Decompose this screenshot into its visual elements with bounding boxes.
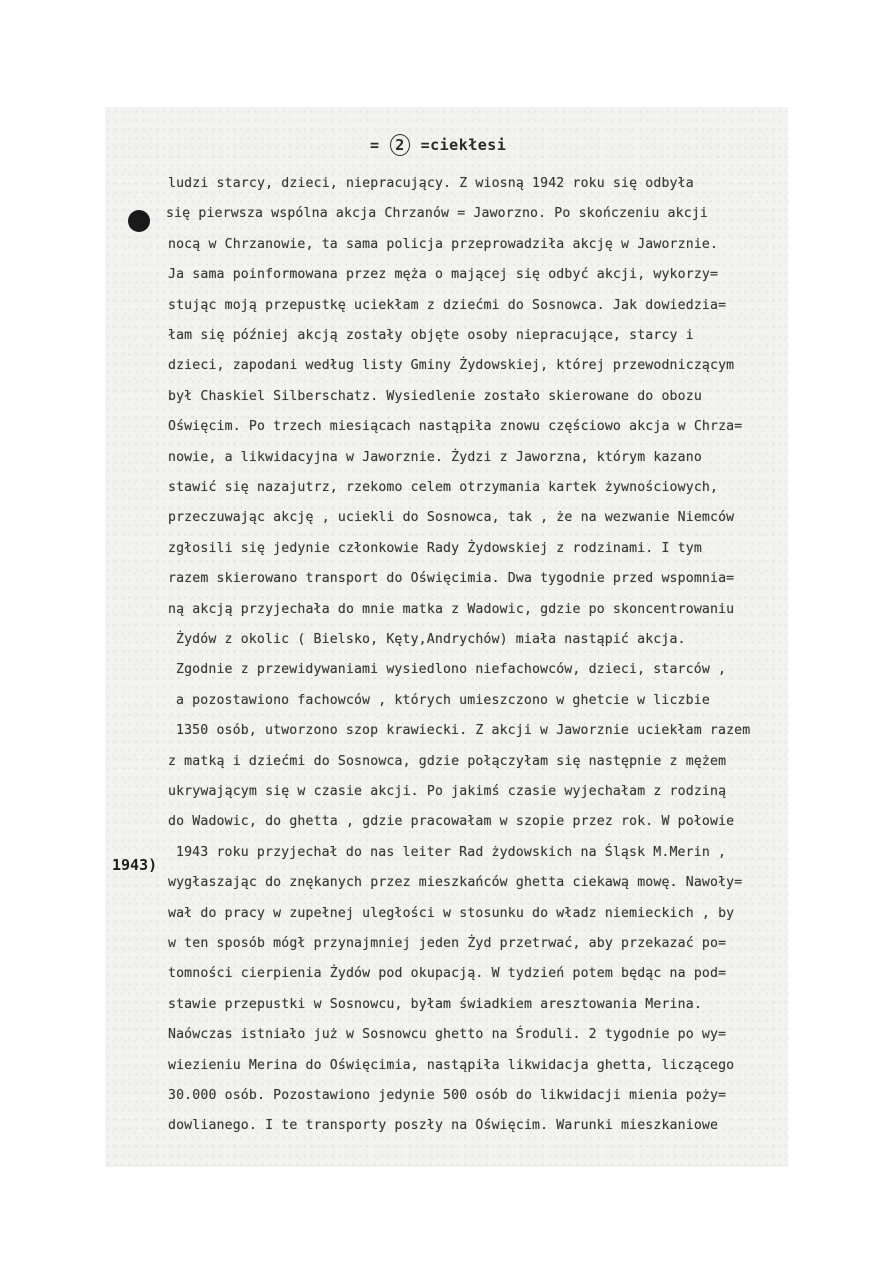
text-line: tomności cierpienia Żydów pod okupacją. W tydzień potem będąc na pod= [168, 966, 727, 982]
text-line: razem skierowano transport do Oświęcimia. Dwa tygodnie przed wspomnia= [168, 571, 735, 587]
text-line: nowie, a likwidacyjna w Jaworznie. Żydzi z Jaworzna, którym kazano [168, 449, 702, 465]
text-line: 1943 roku przyjechał do nas leiter Rad żydowskich na Śląsk M.Merin , [176, 844, 727, 860]
page-number-header [370, 134, 506, 156]
text-line: wał do pracy w zupełnej uległości w stosunku do władz niemieckich , by [168, 905, 735, 921]
text-line: ukrywającym się w czasie akcji. Po jakimś czasie wyjechałam z rodziną [168, 784, 727, 799]
punch-hole [128, 210, 150, 232]
text-line: nocą w Chrzanowie, ta sama policja przeprowadziła akcję w Jaworznie. [168, 236, 719, 252]
text-line: 30.000 osób. Pozostawiono jedynie 500 osób do likwidacji mienia poży= [168, 1088, 727, 1103]
text-line: z matką i dziećmi do Sosnowca, gdzie połączyłam się następnie z mężem [168, 753, 727, 769]
page-number: 2 [390, 134, 410, 156]
page-number-suffix: =ciekłesi [411, 136, 507, 154]
text-line: ną akcją przyjechała do mnie matka z Wadowic, gdzie po skoncentrowaniu [168, 601, 735, 617]
text-line: w ten sposób mógł przynajmniej jeden Żyd przetrwać, aby przekazać po= [168, 936, 727, 951]
text-line: 1350 osób, utworzono szop krawiecki. Z akcji w Jaworznie uciekłam razem [176, 723, 751, 739]
text-line: do Wadowic, do ghetta , gdzie pracowałam w szopie przez rok. W połowie [168, 814, 735, 830]
text-line: stawić się nazajutrz, rzekomo celem otrzymania kartek żywnościowych, [168, 480, 719, 495]
text-line: dzieci, zapodani według listy Gminy Żydowskiej, której przewodniczącym [168, 358, 735, 374]
text-line: wygłaszając do znękanych przez mieszkańców ghetta ciekawą mowę. Nawoły= [168, 875, 743, 891]
text-line: wiezieniu Merina do Oświęcimia, nastąpiła likwidacja ghetta, liczącego [168, 1057, 735, 1073]
text-line: Naówczas istniało już w Sosnowcu ghetto na Środuli. 2 tygodnie po wy= [168, 1027, 727, 1043]
text-line: a pozostawiono fachowców , których umieszczono w ghetcie w liczbie [176, 692, 710, 708]
text-line: ludzi starcy, dzieci, niepracujący. Z wiosną 1942 roku się odbyła [168, 176, 694, 191]
text-line: Zgodnie z przewidywaniami wysiedlono niefachowców, dzieci, starców , [176, 662, 727, 678]
page-number-prefix: = [370, 136, 390, 154]
margin-note: 1943) [112, 856, 158, 874]
text-line: zgłosili się jedynie członkowie Rady Żydowskiej z rodzinami. I tym [168, 540, 702, 556]
text-line: Oświęcim. Po trzech miesiącach nastąpiła znowu częściowo akcja w Chrza= [168, 419, 743, 435]
text-line: łam się później akcją zostały objęte osoby niepracujące, starcy i [168, 328, 694, 343]
text-line: się pierwsza wspólna akcja Chrzanów = Jaworzno. Po skończeniu akcji [166, 206, 708, 222]
text-line: Ja sama poinformowana przez męża o mającej się odbyć akcji, wykorzy= [168, 267, 719, 283]
text-line: stawie przepustki w Sosnowcu, byłam świadkiem aresztowania Merina. [168, 996, 702, 1012]
text-line: dowlianego. I te transporty poszły na Oświęcim. Warunki mieszkaniowe [168, 1118, 719, 1134]
text-line: przeczuwając akcję , uciekli do Sosnowca, tak , że na wezwanie Niemców [168, 510, 735, 526]
text-line: stując moją przepustkę uciekłam z dziećmi do Sosnowca. Jak dowiedzia= [168, 297, 727, 313]
text-line: Żydów z okolic ( Bielsko, Kęty,Andrychów) miała nastąpić akcja. [176, 632, 686, 647]
text-line: był Chaskiel Silberschatz. Wysiedlenie zostało skierowane do obozu [168, 388, 702, 404]
